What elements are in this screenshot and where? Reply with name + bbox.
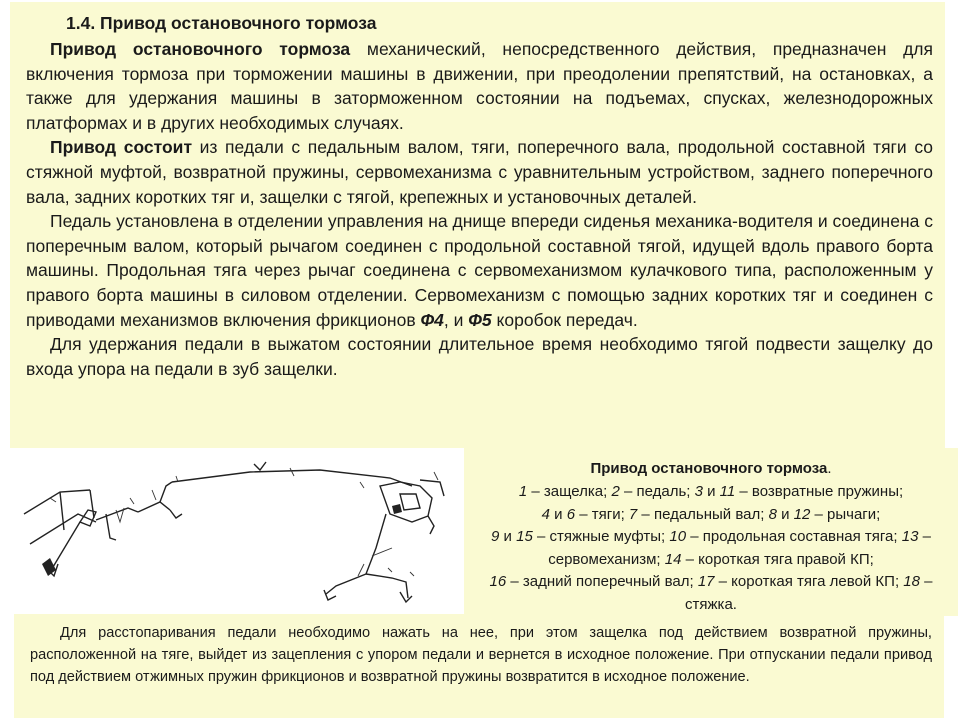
legend-num: 10 [669, 528, 687, 545]
legend-desc: и [702, 483, 720, 500]
paragraph-installation-body: Педаль установлена в отделении управления на днище впереди сиденья механика-водителя и соединена с поперечным валом, который рычагом соединен с продольной составной тягой, идущей вдоль правого борта машины. Продольная тяга через рычаг соединена с сервомеханизмом кулачкового типа, расположенным у правого борта машины в силовом отделении. Сервомеханизм с помощью задних коротких тяг и соединен с приводами механизмов включения фрикционов [26, 211, 933, 330]
legend-num: 15 [516, 528, 533, 545]
paragraph-composition-lead: Привод состоит [50, 137, 193, 158]
paragraph-purpose-lead: Привод остановочного тормоза [50, 39, 351, 59]
paragraph-installation-join: , и [443, 309, 469, 330]
paragraph-purpose [26, 37, 933, 135]
legend-desc: и [499, 528, 517, 545]
legend-num: 12 [793, 505, 811, 523]
legend-title-dot: . [827, 460, 832, 477]
legend-desc: – рычаги; [810, 505, 881, 523]
cross-shaft [138, 482, 182, 518]
release-instructions-text: Для расстопаривания педали необходимо нажать на нее, при этом защелка под действием возвратной пружины, расположенной на тяге, выйдет из зацепления с упором педали и вернется в исходное положение. При отпускании педали привод под действием отжимных пружин фрикционов и возвратной пружины возвратится в исходное положение. [30, 625, 932, 685]
legend-num: 4 [541, 505, 550, 523]
legend-desc: – стяжка. [685, 573, 933, 613]
legend-panel [464, 448, 958, 616]
paragraph-purpose-body: механический, непосредственного действия, предназначен для включения тормоза при торможении машины в движении, при преодолении препятствий, на остановках, а также для удержания машины в заторможенном состоянии на подъемах, спусках, железнодорожных платформах и в других необходимых случаях. [26, 39, 933, 133]
legend-num: 9 [491, 528, 500, 545]
legend-text [482, 481, 940, 616]
legend-desc: – педальный вал; [637, 505, 769, 523]
legend-title [482, 458, 940, 480]
legend-desc: – задний поперечный вал; [506, 573, 698, 590]
legend-num: 16 [489, 573, 507, 590]
legend-num: 11 [719, 483, 736, 500]
legend-desc: – защелка; [527, 483, 612, 500]
legend-num: 3 [694, 483, 703, 500]
rear-cross-shaft [324, 514, 412, 602]
legend-num: 17 [697, 573, 715, 590]
release-instructions-panel [14, 614, 944, 718]
clutch-f5-label: Ф5 [468, 309, 492, 330]
main-text-panel [10, 2, 945, 448]
legend-num: 13 [901, 528, 919, 545]
paragraph-installation-end: коробок передач. [491, 309, 638, 330]
legend-desc: – педаль; [619, 483, 695, 500]
clutch-f4-label: Ф4 [420, 309, 444, 330]
legend-num: 18 [903, 573, 920, 590]
diagram-annotation-marks [50, 476, 414, 576]
legend-num: 2 [611, 483, 620, 500]
legend-desc: – тяги; [575, 505, 629, 523]
paragraph-composition [26, 135, 933, 209]
longitudinal-rod [172, 462, 412, 486]
legend-desc: – короткая тяга левой КП; [714, 573, 904, 590]
servo-mechanism [380, 472, 444, 534]
paragraph-composition-body: из педали с педальным валом, тяги, поперечного вала, продольной составной тяги со стяжной муфтой, возвратной пружины, сервомеханизма с уравнительным устройством, заднего поперечного вала, задних коротких тяг и, защелки с тягой, крепежных и установочных деталей. [26, 137, 933, 207]
legend-desc: и [550, 505, 567, 523]
section-heading: 1.4. Привод остановочного тормоза [66, 13, 377, 33]
pedal-assembly [24, 490, 138, 576]
legend-desc: и [776, 505, 794, 523]
legend-desc: – сервомеханизм; [548, 528, 931, 568]
legend-desc: – продольная составная тяга; [686, 528, 902, 545]
legend-desc: – короткая тяга правой КП; [681, 550, 874, 568]
brake-drive-diagram [20, 452, 460, 612]
legend-desc: – стяжные муфты; [532, 528, 670, 545]
legend-desc: – возвратные пружины; [735, 483, 904, 500]
legend-num: 14 [664, 550, 682, 568]
legend-num: 7 [628, 505, 638, 523]
paragraph-holding: Для удержания педали в выжатом состоянии длительное время необходимо тягой подвести защелку до входа упора на педали в зуб защелки. [26, 334, 933, 379]
legend-title-text: Привод остановочного тормоза [590, 460, 828, 477]
legend-num: 1 [518, 483, 528, 500]
legend-num: 8 [768, 505, 777, 523]
paragraph-installation [26, 209, 933, 332]
legend-num: 6 [566, 505, 576, 523]
